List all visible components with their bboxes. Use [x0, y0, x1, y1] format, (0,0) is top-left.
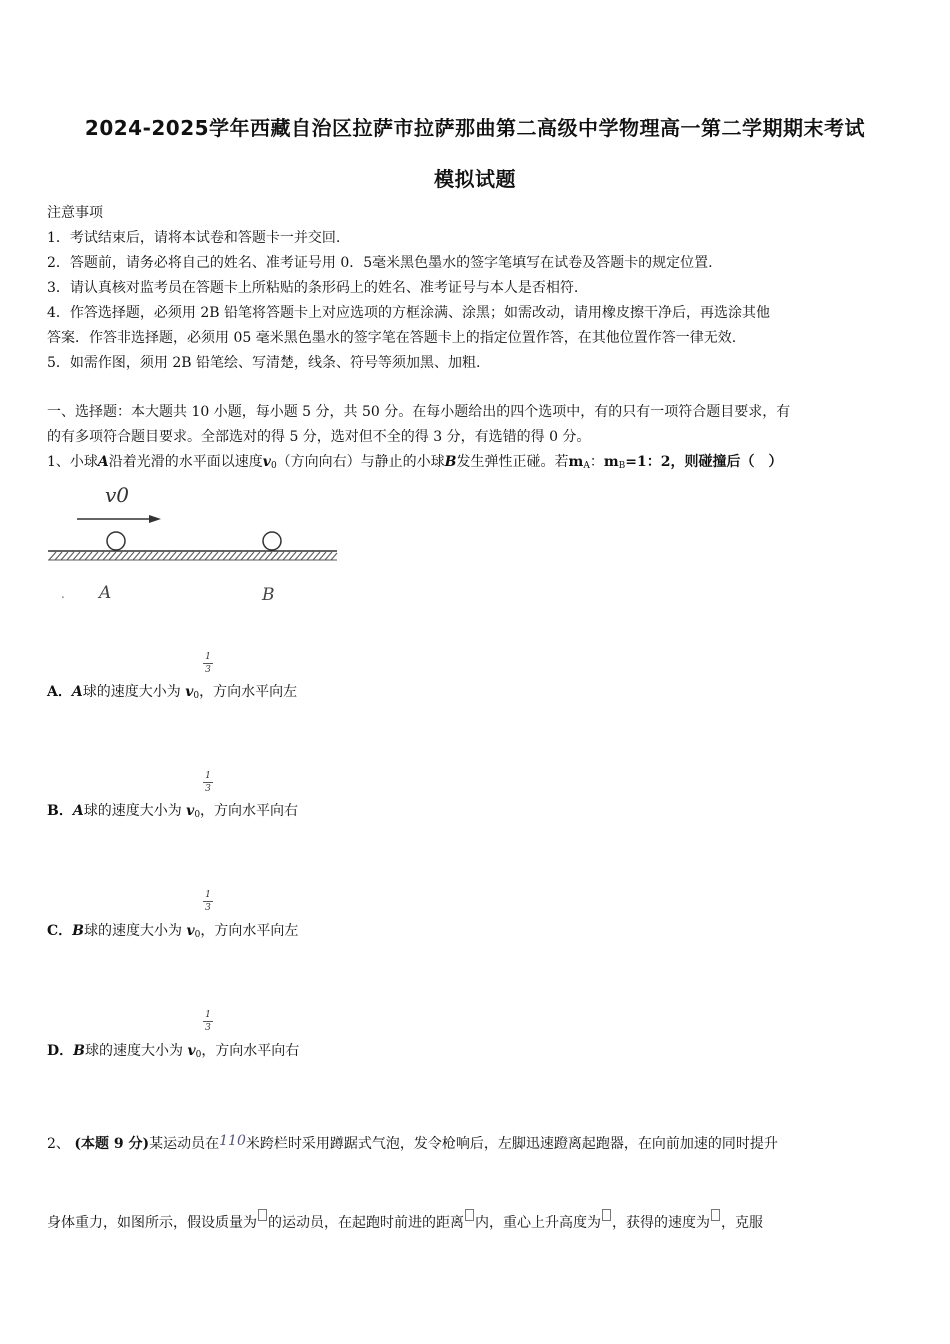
option-a[interactable]: A．A球的速度大小为 $v_0$，方向水平向左 [47, 684, 298, 701]
question-2-line2: 身体重力，如图所示，假设质量为 的运动员，在起跑时前进的距离 内，重心上升高度为 ，获得的速度为 ，克服 [47, 1209, 763, 1232]
question-2-line1: 2、 (本题 9 分)某运动员在110米跨栏时采用蹲踞式气泡，发令枪响后，左脚迅速蹬离起跑器，在向前加速的同时提升 [47, 1133, 778, 1152]
section-intro-line1: 一、选择题：本大题共 10 小题，每小题 5 分，共 50 分。在每小题给出的四个选项中，有的只有一项符合题目要求，有 [47, 404, 791, 420]
notice-item-3: 3．请认真核对监考员在答题卡上所粘贴的条形码上的姓名、准考证号与本人是否相符. [47, 280, 579, 296]
fraction-b: 1 3 [203, 771, 213, 794]
page-title: 2024-2025学年西藏自治区拉萨市拉萨那曲第二高级中学物理高一第二学期期末考试 [84, 116, 866, 140]
figure-dot: . [61, 587, 65, 601]
page-subtitle: 模拟试题 [434, 167, 516, 191]
option-b[interactable]: B．A球的速度大小为 $v_0$，方向水平向右 [47, 803, 299, 820]
notice-item-5: 5．如需作图，须用 2B 铅笔绘、写清楚，线条、符号等须加黑、加粗. [47, 355, 481, 371]
option-d[interactable]: D．B球的速度大小为 $v_0$，方向水平向右 [47, 1043, 300, 1060]
section-intro-line2: 的有多项符合题目要求。全部选对的得 5 分，选对但不全的得 3 分，有选错的得 0 分。 [47, 429, 591, 445]
notice-heading: 注意事项 [47, 205, 103, 221]
v0-label: v0 [105, 483, 130, 507]
fraction-a: 1 3 [203, 652, 213, 675]
question-1-stem: 1、小球A沿着光滑的水平面以速度$v_0$（方向向右）与静止的小球B发生弹性正碰。若$m_A$：$m_B=1$：2，则碰撞后（ ） [47, 454, 783, 471]
velocity-arrow-head [149, 515, 161, 523]
option-c[interactable]: C．B球的速度大小为 $v_0$，方向水平向左 [47, 923, 299, 940]
ball-b [263, 532, 281, 550]
missing-glyph-box [258, 1209, 267, 1221]
missing-glyph-box [711, 1209, 720, 1221]
collision-figure [45, 480, 345, 610]
fraction-c: 1 3 [203, 890, 213, 913]
notice-item-4: 4．作答选择题，必须用 2B 铅笔将答题卡上对应选项的方框涂满、涂黑；如需改动，请用橡皮擦干净后，再选涂其他 [47, 305, 770, 321]
ground-hatching [49, 552, 337, 560]
missing-glyph-box [602, 1209, 611, 1221]
fraction-d: 1 3 [203, 1010, 213, 1033]
notice-item-4-cont: 答案．作答非选择题，必须用 05 毫米黑色墨水的签字笔在答题卡上的指定位置作答，在其他位置作答一律无效. [47, 330, 737, 346]
notice-item-2: 2．答题前，请务必将自己的姓名、准考证号用 0．5毫米黑色墨水的签字笔填写在试卷及答题卡的规定位置. [47, 255, 713, 271]
label-b: B [262, 585, 275, 605]
notice-item-1: 1．考试结束后，请将本试卷和答题卡一并交回. [47, 230, 341, 246]
label-a: A [99, 583, 112, 603]
ball-a [107, 532, 125, 550]
missing-glyph-box [465, 1209, 474, 1221]
